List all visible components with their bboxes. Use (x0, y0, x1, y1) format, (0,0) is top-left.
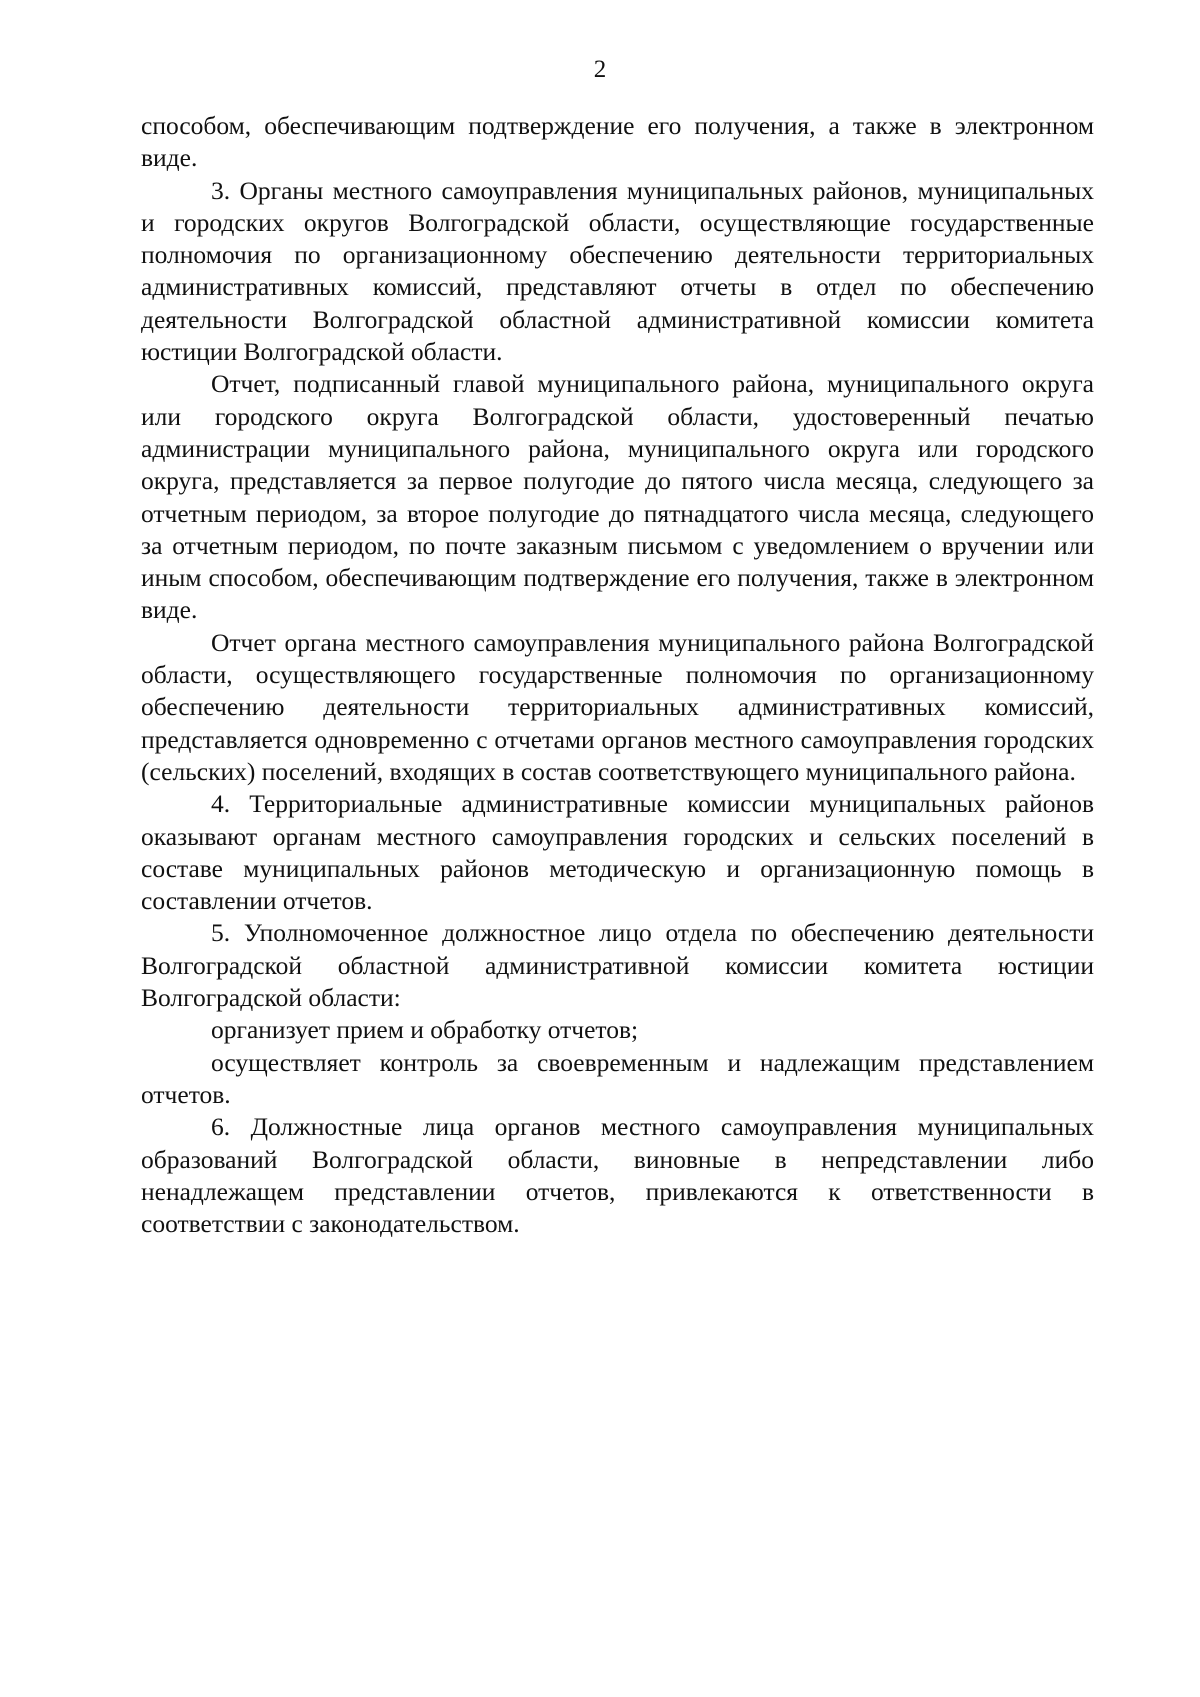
paragraph: 6. Должностные лица органов местного самоуправления муниципальных образований Волгоградской области, виновные в непредставлении либо ненадлежащем представлении отчетов, привлекаются к ответственности в соответствии с законодательством. (141, 1112, 1094, 1239)
paragraph: 4. Территориальные административные комиссии муниципальных районов оказывают органам местного самоуправления городских и сельских поселений в составе муниципальных районов методическую и организационную помощь в составлении отчетов. (141, 789, 1094, 916)
paragraph: организует прием и обработку отчетов; (211, 1015, 639, 1045)
paragraph: 3. Органы местного самоуправления муниципальных районов, муниципальных и городских округов Волгоградской области, осуществляющие государственные полномочия по организационному обеспечению деятельности территориальных административных комиссий, представляют отчеты в отдел по обеспечению деятельности Волгоградской областной административной комиссии комитета юстиции Волгоградской области. (141, 175, 1094, 367)
paragraph: 5. Уполномоченное должностное лицо отдела по обеспечению деятельности Волгоградской областной административной комиссии комитета юстиции Волгоградской области: (141, 918, 1094, 1013)
paragraph: Отчет органа местного самоуправления муниципального района Волгоградской области, осуществляющего государственные полномочия по организационному обеспечению деятельности территориальных административных комиссий, представляется одновременно с отчетами органов местного самоуправления городских (сельских) поселений, входящих в состав соответствующего муниципального района. (141, 627, 1094, 786)
document-body (141, 110, 1094, 1240)
page-number: 2 (593, 56, 607, 83)
paragraph: осуществляет контроль за своевременным и надлежащим представлением отчетов. (141, 1047, 1094, 1109)
paragraph: Отчет, подписанный главой муниципального района, муниципального округа или городского округа Волгоградской области, удостоверенный печатью администрации муниципального района, муниципального округа или городского округа, представляется за первое полугодие до пятого числа месяца, следующего за отчетным периодом, за второе полугодие до пятнадцатого числа месяца, следующего за отчетным периодом, по почте заказным письмом с уведомлением о вручении или иным способом, обеспечивающим подтверждение его получения, также в электронном виде. (141, 369, 1094, 625)
paragraph: способом, обеспечивающим подтверждение его получения, а также в электронном виде. (141, 111, 1094, 173)
